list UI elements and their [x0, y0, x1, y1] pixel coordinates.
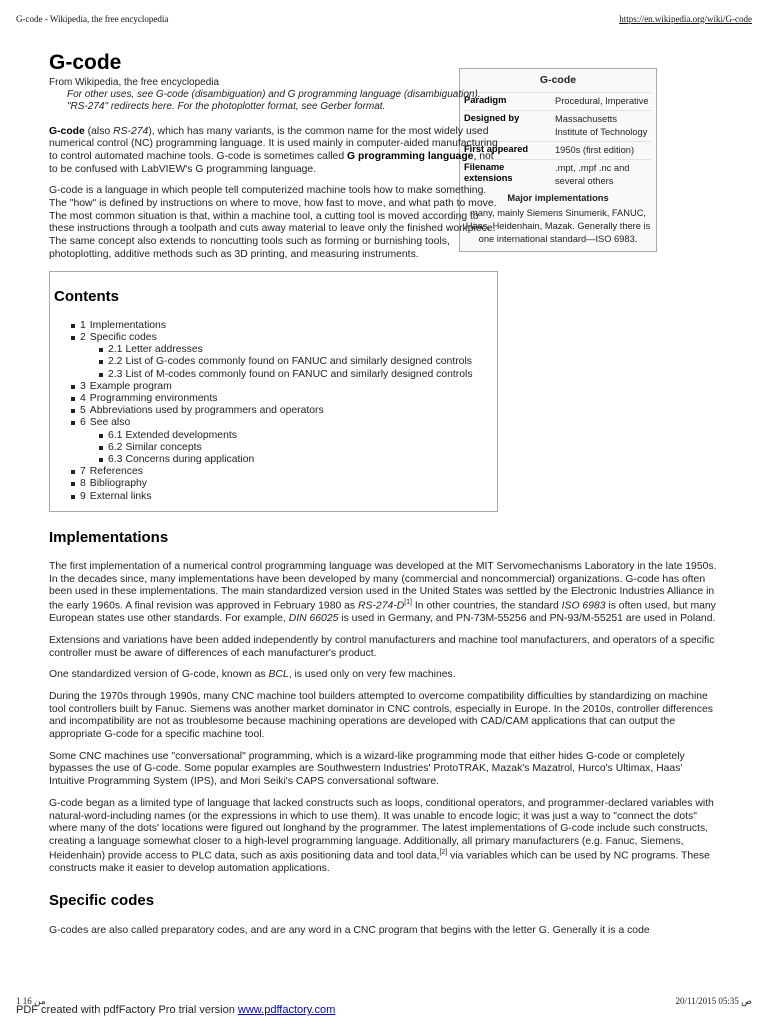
toc-item[interactable]: [50, 405, 497, 417]
toc-item[interactable]: [50, 381, 497, 393]
page-number: من 16 1: [16, 996, 46, 1006]
text: is used in Germany, and PN-73M-55256 and PN-93/M-55251 are used in Poland.: [338, 613, 716, 625]
toc-item[interactable]: [50, 417, 497, 429]
text: In other countries, the standard: [412, 600, 562, 612]
toc-item[interactable]: [50, 320, 497, 332]
body-paragraph: G-codes are also called preparatory codes, and are any word in a CNC program that begins with the letter G. Generally it is a code: [49, 924, 650, 936]
toc-label[interactable]: See also: [89, 417, 131, 429]
toc-label[interactable]: Bibliography: [89, 478, 147, 490]
lead-paragraph: [49, 126, 499, 177]
toc-item[interactable]: [50, 478, 497, 490]
toc-label[interactable]: List of G-codes commonly found on FANUC and similarly designed controls: [125, 356, 472, 368]
toc-subitem[interactable]: [50, 430, 497, 442]
infobox-value[interactable]: Procedural, Imperative: [555, 95, 649, 106]
toc-number: 2.3: [108, 368, 123, 380]
toc-label[interactable]: Specific codes: [89, 331, 157, 343]
toc-number: 4: [80, 392, 86, 404]
text: (also: [84, 125, 114, 137]
body-paragraph: [49, 561, 721, 626]
toc-subitem[interactable]: [50, 344, 497, 356]
toc-number: 7: [80, 466, 86, 478]
page-title: G-code: [49, 51, 122, 74]
toc-list: [50, 320, 497, 503]
text: The first implementation of a numerical control programming language was developed at the MIT Servomechanisms Laboratory in the late 1950s. In the decades since, many implementations have been developed by many (commercial and noncommercial) organizations. G-code has often been used in these implementations. The main standardized version used in the United States was settled by the Electronic Industries Alliance in the early 1960s. A final revision was approved in February 1980 as: [49, 561, 717, 612]
toc-item[interactable]: [50, 332, 497, 344]
pdffactory-link[interactable]: www.pdffactory.com: [237, 1004, 336, 1016]
body-paragraph: During the 1970s through 1990s, many CNC machine tool builders attempted to overcome compatibility difficulties by standardizing on machine tool controllers built by Fanuc. Siemens was another market dominator in CNC controls, especially in Europe. In the 2010s, controller differences and incompatibility are not as troublesome because machining operations are developed with CAD/CAM applications that can output the appropriate G-code for a specific machine tool.: [49, 691, 713, 741]
toc-label[interactable]: Abbreviations used by programmers and operators: [89, 405, 324, 417]
toc-label[interactable]: Example program: [89, 380, 172, 392]
term-italic: RS-274-D: [358, 600, 405, 612]
term-italic: BCL: [268, 669, 289, 681]
toc-label[interactable]: External links: [89, 490, 152, 502]
section-heading-specific-codes: Specific codes: [49, 892, 155, 910]
toc-item[interactable]: [50, 466, 497, 478]
term-italic: DIN 66025: [288, 613, 339, 625]
toc-label[interactable]: Concerns during application: [125, 453, 255, 465]
text: , not to be confused with LabVIEW's G programming language.: [49, 150, 494, 175]
body-paragraph: Extensions and variations have been added independently by control manufacturers and machine tool manufacturers, and operators of a specific controller must be aware of differences of each manufacturer's product.: [49, 634, 715, 659]
print-date: 20/11/2015 05:35 ص: [675, 996, 752, 1006]
toc-number: 6.3: [108, 453, 123, 465]
pdf-note-text: PDF created with pdfFactory Pro trial version: [16, 1004, 238, 1016]
toc-number: 9: [80, 490, 86, 502]
toc-number: 2: [80, 331, 86, 343]
reference-link[interactable]: [2]: [439, 848, 448, 856]
section-heading-implementations: Implementations: [49, 528, 169, 546]
toc-label[interactable]: Letter addresses: [125, 344, 203, 356]
text: G-code began as a limited type of language that lacked constructs such as loops, conditional operators, and programmer-declared variables with natural-word-including names (or the expressions in which to use them). It was unable to encode logic; it was just a way to "connect the dots" where many of the dots' locations were figured out longhand by the programmer. The latest implementations of G-code include such constructs, creating a language somewhat closer to a high-level programming language. Additionally, all primary manufacturers (e.g. Fanuc, Siemens, Heidenhain) provide access to PLC data, such as axis positioning data and tool data,: [49, 797, 714, 862]
toc-subitem[interactable]: [50, 369, 497, 381]
infobox-implementations-text: many, mainly Siemens Sinumerik, FANUC, Haas, Heidenhain, Mazak. Generally there is one international standard—ISO 6983.: [465, 208, 651, 245]
infobox-value: 1950s (first edition): [555, 144, 635, 155]
hatnote[interactable]: For other uses, see G-code (disambiguation) and G programming language (disambiguation).: [67, 89, 481, 101]
text: ), which has many variants, is the common name for the most widely used numerical control (NC) programming language. It is used mainly in computer-aided manufacturing to control automated machine tools. G-code is sometimes called: [49, 125, 498, 162]
text: via variables which can be used by NC programs. These constructs make it easier to develop automation applications.: [49, 850, 710, 874]
infobox-key: Paradigm: [464, 94, 507, 105]
term-italic: RS-274: [113, 125, 149, 137]
print-header-url[interactable]: https://en.wikipedia.org/wiki/G-code: [619, 14, 752, 24]
text: One standardized version of G-code, known as: [49, 669, 269, 681]
body-paragraph: Some CNC machines use "conversational" programming, which is a wizard-like programming mode that either hides G-code or completely bypasses the use of G-code. Some popular examples are Southwestern Industries' ProtoTRAK, Mazak's Mazatrol, Hurco's Ultimax, Haas' Intuitive Programming System (IPS), and Mori Seiki's CAPS conversational software.: [49, 750, 685, 788]
lead-paragraph: G-code is a language in which people tell computerized machine tools how to make something. The "how" is defined by instructions on where to move, how fast to move, and what path to move. The most common situation is that, within a machine tool, a cutting tool is moved according to these instructions through a toolpath and cuts away material to leave only the finished workpiece. The same concept also extends to noncutting tools such as forming or burnishing tools, photoplotting, additive methods such as 3D printing, and measuring instruments.: [49, 185, 497, 260]
infobox-value[interactable]: Massachusetts Institute of Technology: [555, 113, 648, 137]
toc-number: 8: [80, 478, 86, 490]
term-italic: ISO 6983: [561, 600, 606, 612]
print-header-title: G-code - Wikipedia, the free encyclopedia: [16, 14, 169, 24]
toc-label[interactable]: References: [89, 466, 143, 478]
infobox-title: G-code: [539, 74, 577, 86]
toc-item[interactable]: [50, 491, 497, 503]
text: , is used only on very few machines.: [288, 669, 456, 681]
toc-number: 6.1: [108, 429, 123, 441]
toc-title: Contents: [54, 288, 119, 306]
article: [49, 52, 721, 946]
toc-label[interactable]: Implementations: [89, 319, 167, 331]
toc-label[interactable]: Programming environments: [89, 392, 218, 404]
toc-label[interactable]: Extended developments: [125, 429, 237, 441]
toc-number: 1: [80, 319, 86, 331]
term-bold: G-code: [49, 125, 85, 137]
body-paragraph: [49, 798, 721, 876]
hatnote[interactable]: "RS-274" redirects here. For the photoplotter format, see Gerber format.: [67, 101, 386, 113]
infobox-value: .mpt, .mpf .nc and several others: [555, 162, 630, 186]
toc-number: 2.1: [108, 344, 123, 356]
toc-subitem[interactable]: [50, 454, 497, 466]
lead-section: [49, 126, 499, 262]
toc-number: 2.2: [108, 356, 123, 368]
toc-number: 5: [80, 405, 86, 417]
toc-label[interactable]: Similar concepts: [125, 441, 202, 453]
toc-subitem[interactable]: [50, 442, 497, 454]
body-paragraph: [49, 669, 721, 682]
toc-subitem[interactable]: [50, 356, 497, 368]
term-bold: G programming language: [347, 150, 474, 162]
toc-label[interactable]: List of M-codes commonly found on FANUC and similarly designed controls: [125, 368, 473, 380]
infobox-key: Filename extensions: [464, 161, 513, 184]
toc-item[interactable]: [50, 393, 497, 405]
text: is often used, but many European states use other standards. For example,: [49, 600, 716, 625]
site-subtitle: From Wikipedia, the free encyclopedia: [49, 77, 220, 88]
pdf-watermark: [16, 1004, 335, 1017]
toc-number: 6.2: [108, 441, 123, 453]
toc-number: 3: [80, 380, 86, 392]
toc-number: 6: [80, 417, 86, 429]
infobox-key: First appeared: [464, 143, 529, 154]
infobox-key: Designed by: [464, 112, 520, 123]
reference-link[interactable]: [1]: [404, 599, 413, 607]
table-of-contents: [49, 271, 498, 511]
infobox-implementations-title: Major implementations: [507, 192, 609, 203]
